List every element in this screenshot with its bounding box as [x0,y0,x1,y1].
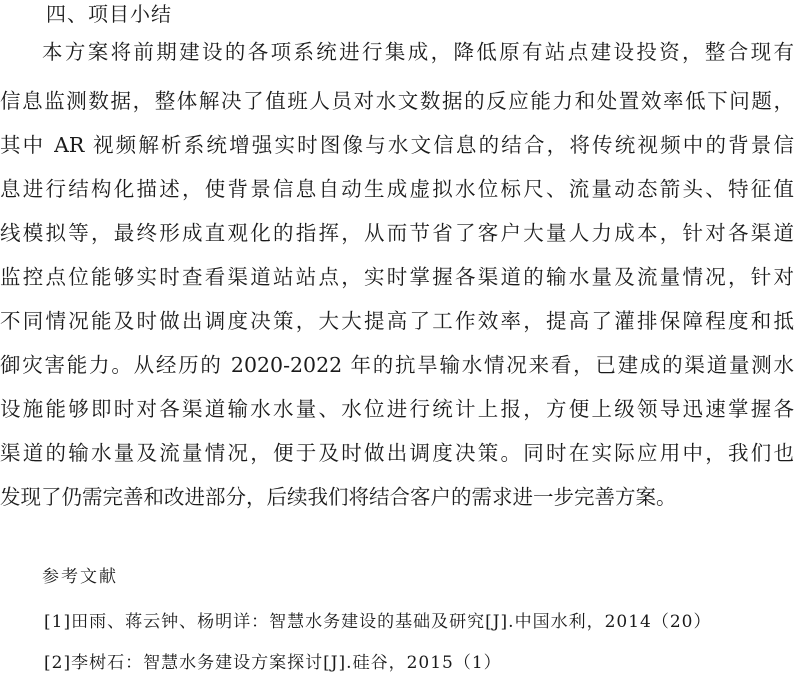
paragraph-line-4: 息进行结构化描述，使背景信息自动生成虚拟水位标尺、流量动态箭头、特征值 [0,177,794,201]
paragraph-line-9: 设施能够即时对各渠道输水水量、水位进行统计上报，方便上级领导迅速掌握各 [0,397,794,421]
reference-item-1: [1]田雨、蒋云钟、杨明详：智慧水务建设的基础及研究[J].中国水利，2014（20） [44,612,712,632]
paragraph-line-5: 线模拟等，最终形成直观化的指挥，从而节省了客户大量人力成本，针对各渠道 [0,221,794,245]
paragraph-line-10: 渠道的输水量及流量情况，便于及时做出调度决策。同时在实际应用中，我们也 [0,441,794,465]
paragraph-line-3: 其中 AR 视频解析系统增强实时图像与水文信息的结合，将传统视频中的背景信 [0,133,794,157]
paragraph-line-8: 御灾害能力。从经历的 2020-2022 年的抗旱输水情况来看，已建成的渠道量测水 [0,353,794,377]
section-heading: 四、项目小结 [46,2,172,26]
paragraph-line-6: 监控点位能够实时查看渠道站站点，实时掌握各渠道的输水量及流量情况，针对 [0,265,794,289]
paragraph-line-1: 本方案将前期建设的各项系统进行集成，降低原有站点建设投资，整合现有 [42,40,794,64]
paragraph-line-7: 不同情况能及时做出调度决策，大大提高了工作效率，提高了灌排保障程度和抵 [0,309,794,333]
references-heading: 参考文献 [42,567,118,587]
reference-item-2: [2]李树石：智慧水务建设方案探讨[J].硅谷，2015（1） [44,653,502,673]
paragraph-line-11: 发现了仍需完善和改进部分，后续我们将结合客户的需求进一步完善方案。 [0,485,677,509]
paragraph-line-2: 信息监测数据，整体解决了值班人员对水文数据的反应能力和处置效率低下问题， [0,89,794,113]
